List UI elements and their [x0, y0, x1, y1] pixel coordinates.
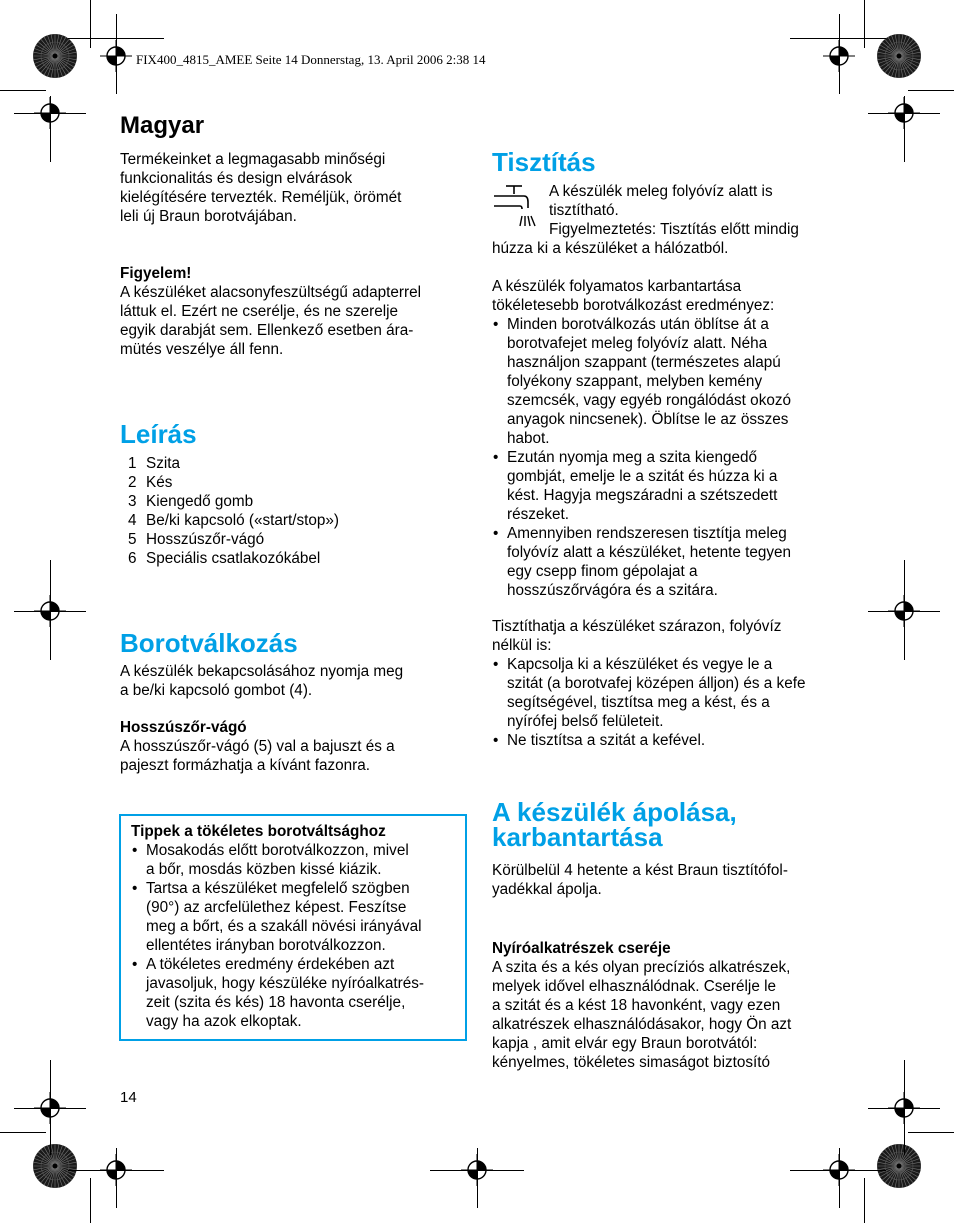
description-item-number: 1: [128, 455, 137, 472]
page-number: 14: [120, 1089, 137, 1106]
description-item: [128, 511, 470, 530]
description-item-label: Be/ki kapcsoló («start/stop»): [146, 512, 339, 529]
description-item-label: Kiengedő gomb: [146, 493, 254, 510]
crop-mark: [868, 611, 940, 612]
dry-item: • Ne tisztítsa a szitát a kefével.: [492, 731, 837, 750]
description-item: [128, 454, 470, 473]
crop-mark: [839, 14, 840, 94]
maintenance-intro: A készülék folyamatos karbantartása tökéletesebb borotválkozást eredményez:: [492, 278, 775, 314]
shaving-section: [120, 630, 470, 775]
crop-mark: [0, 1132, 46, 1133]
crop-mark: [14, 1108, 86, 1109]
description-item: [128, 473, 470, 492]
parts-section: [492, 939, 842, 1072]
crop-mark: [116, 14, 117, 94]
warning-heading: Figyelem!: [120, 265, 192, 282]
cleaning-icon-text: A készülék meleg folyóvíz alatt is tisztítható. Figyelmeztetés: Tisztítás előtt mindig: [549, 183, 799, 238]
parts-heading: Nyíróalkatrészek cseréje: [492, 940, 671, 957]
description-item-number: 4: [128, 512, 137, 529]
care-text: Körülbelül 4 hetente a kést Braun tisztítófol- yadékkal ápolja.: [492, 862, 788, 898]
care-section: [492, 797, 842, 899]
tips-box: [119, 814, 467, 1041]
crop-mark: [14, 611, 86, 612]
crop-mark: [868, 1108, 940, 1109]
intro-text: Termékeinket a legmagasabb minőségi funkcionalitás és design elvárások kielégítésére tervezték. Reméljük, örömét leli új Braun borotvájában.: [120, 151, 402, 225]
care-heading: A készülék ápolása, karbantartása: [492, 797, 737, 852]
color-wheel-icon: [876, 1143, 922, 1189]
tip-item: • Tartsa a készüléket megfelelő szögben (90°) az arcfelülethez képest. Feszítse meg a bőrt, és a szakáll növési irányával ellentétes irányban borotválkozzon.: [131, 879, 455, 955]
tip-item: • A tökéletes eredmény érdekében azt javasoljuk, hogy készüléke nyíróalkatrés- zeit (szita és kés) 18 havonta cserélje, vagy ha azok elkoptak.: [131, 955, 455, 1031]
tips-heading: Tippek a tökéletes borotváltsághoz: [131, 823, 386, 840]
maintenance-section: [492, 277, 837, 600]
warning-section: [120, 264, 470, 359]
cleaning-icon-cont: húzza ki a készüléket a hálózatból.: [492, 240, 729, 257]
trimmer-text: A hosszúszőr-vágó (5) val a bajuszt és a pajeszt formázhatja a kívánt fazonra.: [120, 738, 395, 774]
crop-mark: [868, 113, 940, 114]
maintenance-list: [492, 315, 837, 600]
description-item-number: 3: [128, 493, 137, 510]
description-item-number: 2: [128, 474, 137, 491]
tips-list: [131, 841, 455, 1031]
crop-mark: [116, 1148, 117, 1208]
crop-mark: [864, 0, 865, 48]
crop-mark: [0, 90, 46, 91]
crop-mark: [790, 38, 886, 39]
crop-mark: [477, 1148, 478, 1208]
color-wheel-icon: [876, 33, 922, 79]
cleaning-icon-text-block: [549, 182, 849, 239]
crop-mark: [908, 90, 954, 91]
crop-mark: [839, 1148, 840, 1208]
warning-text: A készüléket alacsonyfeszültségű adapterrel láttuk el. Ezért ne cserélje, és ne szerelje egyik darabját sem. Ellenkező esetben ára- mütés veszélye áll fenn.: [120, 284, 422, 358]
dry-cleaning-section: [492, 617, 837, 750]
crop-mark: [904, 560, 905, 660]
description-item-number: 5: [128, 531, 137, 548]
left-column: [120, 113, 470, 226]
maintenance-item: • Ezután nyomja meg a szita kiengedő gombját, emelje le a szitát és húzza ki a kést. Hagyja megszáradni a szétszedett részeket.: [492, 448, 837, 524]
shaving-heading: Borotválkozás: [120, 628, 298, 658]
color-wheel-icon: [32, 1143, 78, 1189]
crop-mark: [90, 1178, 91, 1223]
parts-text: A szita és a kés olyan precíziós alkatrészek, melyek idővel elhasználódnak. Cserélje le a szitát és a kést 18 havonként, vagy ezen alkatrészek elhasználódásakor, hogy Ön azt kapja , amit elvár egy Braun borotvától: kényelmes, tökéletes simaságot biztosító: [492, 959, 792, 1071]
tip-item: • Mosakodás előtt borotválkozzon, mivel a bőr, mosdás közben kissé kiázik.: [131, 841, 455, 879]
description-section: [120, 421, 470, 568]
maintenance-item: • Minden borotválkozás után öblítse át a borotvafejet meleg folyóvíz alatt. Néha használjon szappant (természetes alapú folyékony szappant, melyben kemény szemcsék, vagy egyéb rongálódást okozó anyagok nincsenek). Öblítse le az összes habot.: [492, 315, 837, 448]
color-wheel-icon: [32, 33, 78, 79]
dry-item: • Kapcsolja ki a készüléket és vegye le a szitát (a borotvafej középen álljon) és a kefe segítségével, tisztítsa meg a kést, és a nyírófej belső felületeit.: [492, 655, 837, 731]
crop-mark: [908, 1132, 954, 1133]
description-item-label: Speciális csatlakozókábel: [146, 550, 321, 567]
dry-list: [492, 655, 837, 750]
crop-mark: [14, 113, 86, 114]
description-item: [128, 549, 470, 568]
language-title: Magyar: [120, 112, 205, 139]
description-item-number: 6: [128, 550, 137, 567]
cleaning-section: [492, 149, 842, 175]
description-item-label: Hosszúszőr-vágó: [146, 531, 265, 548]
maintenance-item: • Amennyiben rendszeresen tisztítja meleg folyóvíz alatt a készüléket, hetente tegyen egy csepp finom gépolajat a hosszúszőrvágóra és a szitára.: [492, 524, 837, 600]
description-item-label: Szita: [146, 455, 181, 472]
description-heading: Leírás: [120, 419, 197, 449]
crop-mark: [50, 560, 51, 660]
print-slug: FIX400_4815_AMEE Seite 14 Donnerstag, 13. April 2006 2:38 14: [136, 52, 486, 67]
dry-intro: Tisztíthatja a készüléket szárazon, folyóvíz nélkül is:: [492, 618, 782, 654]
crop-mark: [50, 96, 51, 162]
description-item-label: Kés: [146, 474, 173, 491]
description-item: [128, 530, 470, 549]
crop-mark: [864, 1178, 865, 1223]
cleaning-continued: [492, 239, 842, 258]
trimmer-heading: Hosszúszőr-vágó: [120, 719, 247, 736]
description-list: [120, 454, 470, 568]
crop-mark: [90, 0, 91, 48]
cleaning-heading: Tisztítás: [492, 147, 596, 177]
crop-mark: [790, 1170, 886, 1171]
description-item: [128, 492, 470, 511]
faucet-icon: [492, 182, 542, 230]
crop-mark: [904, 96, 905, 162]
shaving-text: A készülék bekapcsolásához nyomja meg a be/ki kapcsoló gombot (4).: [120, 663, 404, 699]
